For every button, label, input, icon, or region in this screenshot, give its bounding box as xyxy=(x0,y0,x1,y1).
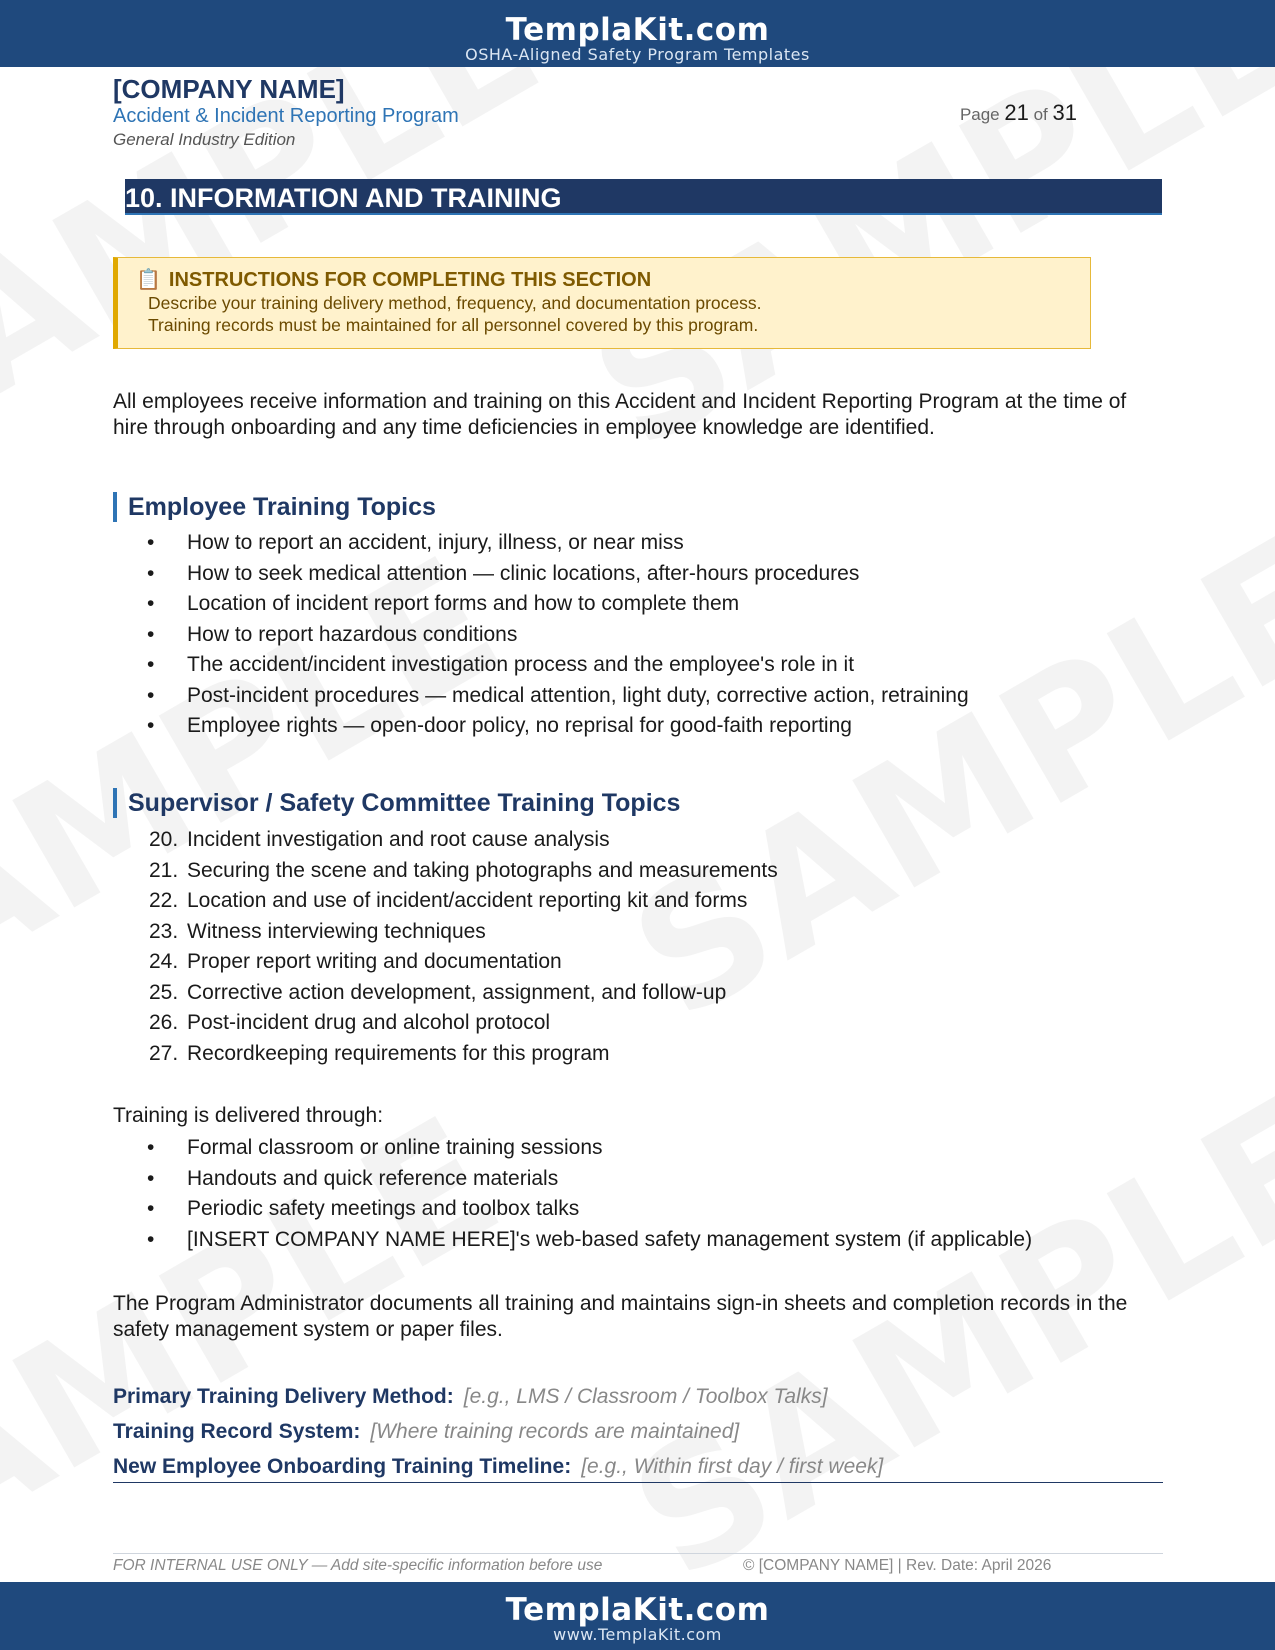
field-delivery-method xyxy=(113,1384,828,1410)
list-item-text: Post-incident procedures — medical attention, light duty, corrective action, retraining xyxy=(187,683,969,707)
edition-label: General Industry Edition xyxy=(113,130,296,149)
list-item xyxy=(113,856,778,887)
employee-topics-heading: Employee Training Topics xyxy=(113,492,436,522)
delivery-intro: Training is delivered through: xyxy=(113,1104,384,1127)
list-item-text: Witness interviewing techniques xyxy=(187,919,486,943)
list-item-text: The accident/incident investigation process and the employee's role in it xyxy=(187,653,855,676)
bullet: • xyxy=(147,653,155,676)
list-item xyxy=(113,886,778,917)
company-name: [COMPANY NAME] xyxy=(113,74,345,104)
section-title: 10. INFORMATION AND TRAINING xyxy=(125,183,562,213)
divider xyxy=(113,1482,1163,1483)
list-item xyxy=(113,711,969,742)
clipboard-icon: 📋 xyxy=(136,269,161,291)
list-item-text: How to report an accident, injury, illness, or near miss xyxy=(187,531,684,554)
bullet: • xyxy=(147,1136,155,1159)
field-placeholder[interactable]: [e.g., LMS / Classroom / Toolbox Talks] xyxy=(463,1385,828,1408)
list-number: 21. xyxy=(149,858,179,882)
list-number: 25. xyxy=(149,980,179,1004)
list-item xyxy=(113,620,969,651)
bullet: • xyxy=(147,592,155,615)
brand-url[interactable]: www.TemplaKit.com xyxy=(553,1625,722,1644)
list-item xyxy=(113,917,778,948)
list-number: 23. xyxy=(149,919,179,943)
list-item xyxy=(113,528,969,559)
list-item-text: Recordkeeping requirements for this program xyxy=(187,1041,610,1065)
field-label: Training Record System: xyxy=(113,1420,361,1443)
field-label: New Employee Onboarding Training Timeline: xyxy=(113,1455,572,1478)
list-item xyxy=(113,681,969,712)
bullet: • xyxy=(147,561,155,585)
page-label: Page xyxy=(959,105,1000,124)
list-item-text: Location of incident report forms and how to complete them xyxy=(187,592,740,615)
list-item xyxy=(113,1008,778,1039)
list-item-text: How to seek medical attention — clinic locations, after-hours procedures xyxy=(187,561,860,585)
list-item xyxy=(113,825,778,856)
section-marker xyxy=(113,179,125,215)
brand-tagline: OSHA-Aligned Safety Program Templates xyxy=(465,45,810,64)
list-item-text: How to report hazardous conditions xyxy=(187,622,518,646)
list-item xyxy=(113,1194,1032,1225)
brand-logo: TemplaKit.com xyxy=(505,12,770,48)
bullet: • xyxy=(147,622,155,646)
bullet: • xyxy=(147,683,155,707)
list-number: 20. xyxy=(149,828,179,851)
list-item xyxy=(113,1133,1032,1164)
instructions-line: Describe your training delivery method, frequency, and documentation process. xyxy=(148,293,762,313)
page-number xyxy=(960,100,1077,126)
footer-revision: © [COMPANY NAME] | Rev. Date: April 2026 xyxy=(743,1557,1052,1574)
list-number: 24. xyxy=(149,950,179,973)
list-number: 27. xyxy=(149,1041,179,1065)
list-item xyxy=(113,978,778,1009)
page-total: 31 xyxy=(1052,100,1077,125)
intro-paragraph: All employees receive information and training on this Accident and Incident Reporting Program at the time of hire through onboarding and any time deficiencies in employee knowledge are identified. xyxy=(113,390,1127,439)
list-item-text: Corrective action development, assignment, and follow-up xyxy=(187,980,727,1004)
list-item-text: Periodic safety meetings and toolbox talks xyxy=(187,1197,580,1220)
list-item xyxy=(113,589,969,620)
program-title: Accident & Incident Reporting Program xyxy=(113,105,459,127)
list-item-text: Securing the scene and taking photographs and measurements xyxy=(187,858,778,882)
bullet: • xyxy=(147,531,155,554)
list-item xyxy=(113,559,969,590)
list-item xyxy=(113,650,969,681)
field-label: Primary Training Delivery Method: xyxy=(113,1385,454,1408)
list-item xyxy=(113,947,778,978)
instructions-heading xyxy=(136,268,1090,292)
list-item-text: Location and use of incident/accident reporting kit and forms xyxy=(187,889,748,912)
employee-topics-list xyxy=(113,528,969,742)
footer-divider xyxy=(113,1553,1163,1554)
list-item-text: Employee rights — open-door policy, no reprisal for good-faith reporting xyxy=(187,714,852,737)
bullet: • xyxy=(147,1166,155,1190)
footer-notice: FOR INTERNAL USE ONLY — Add site-specific information before use xyxy=(113,1557,603,1574)
field-record-system xyxy=(113,1419,739,1445)
field-placeholder[interactable]: [Where training records are maintained] xyxy=(370,1420,740,1443)
bullet: • xyxy=(147,714,155,737)
field-placeholder[interactable]: [e.g., Within first day / first week] xyxy=(581,1455,884,1478)
list-item xyxy=(113,1164,1032,1195)
page-current: 21 xyxy=(1004,100,1029,125)
top-banner xyxy=(0,0,1275,67)
supervisor-topics-heading: Supervisor / Safety Committee Training Topics xyxy=(113,788,680,818)
instructions-heading-text: INSTRUCTIONS FOR COMPLETING THIS SECTION xyxy=(168,269,652,291)
list-number: 26. xyxy=(149,1011,179,1034)
brand-logo: TemplaKit.com xyxy=(505,1592,770,1628)
list-item xyxy=(113,1225,1032,1256)
supervisor-topics-list xyxy=(113,825,778,1069)
list-item-text: Formal classroom or online training sessions xyxy=(187,1136,603,1159)
list-item-text: [INSERT COMPANY NAME HERE]'s web-based safety management system (if applicable) xyxy=(187,1227,1033,1251)
list-number: 22. xyxy=(149,889,179,912)
list-item xyxy=(113,1039,778,1070)
field-onboarding-timeline xyxy=(113,1454,883,1480)
instructions-line: Training records must be maintained for all personnel covered by this program. xyxy=(148,315,759,335)
page-of: of xyxy=(1033,105,1048,124)
list-item-text: Post-incident drug and alcohol protocol xyxy=(187,1011,551,1034)
records-paragraph: The Program Administrator documents all training and maintains sign-in sheets and completion records in the safety management system or paper files. xyxy=(113,1292,1128,1341)
instructions-callout xyxy=(113,257,1091,349)
bullet: • xyxy=(147,1197,155,1220)
bullet: • xyxy=(147,1227,155,1251)
list-item-text: Incident investigation and root cause analysis xyxy=(187,828,610,851)
delivery-list xyxy=(113,1133,1032,1255)
list-item-text: Proper report writing and documentation xyxy=(187,950,562,973)
list-item-text: Handouts and quick reference materials xyxy=(187,1166,559,1190)
section-header xyxy=(113,179,1162,215)
bottom-banner xyxy=(0,1582,1275,1650)
